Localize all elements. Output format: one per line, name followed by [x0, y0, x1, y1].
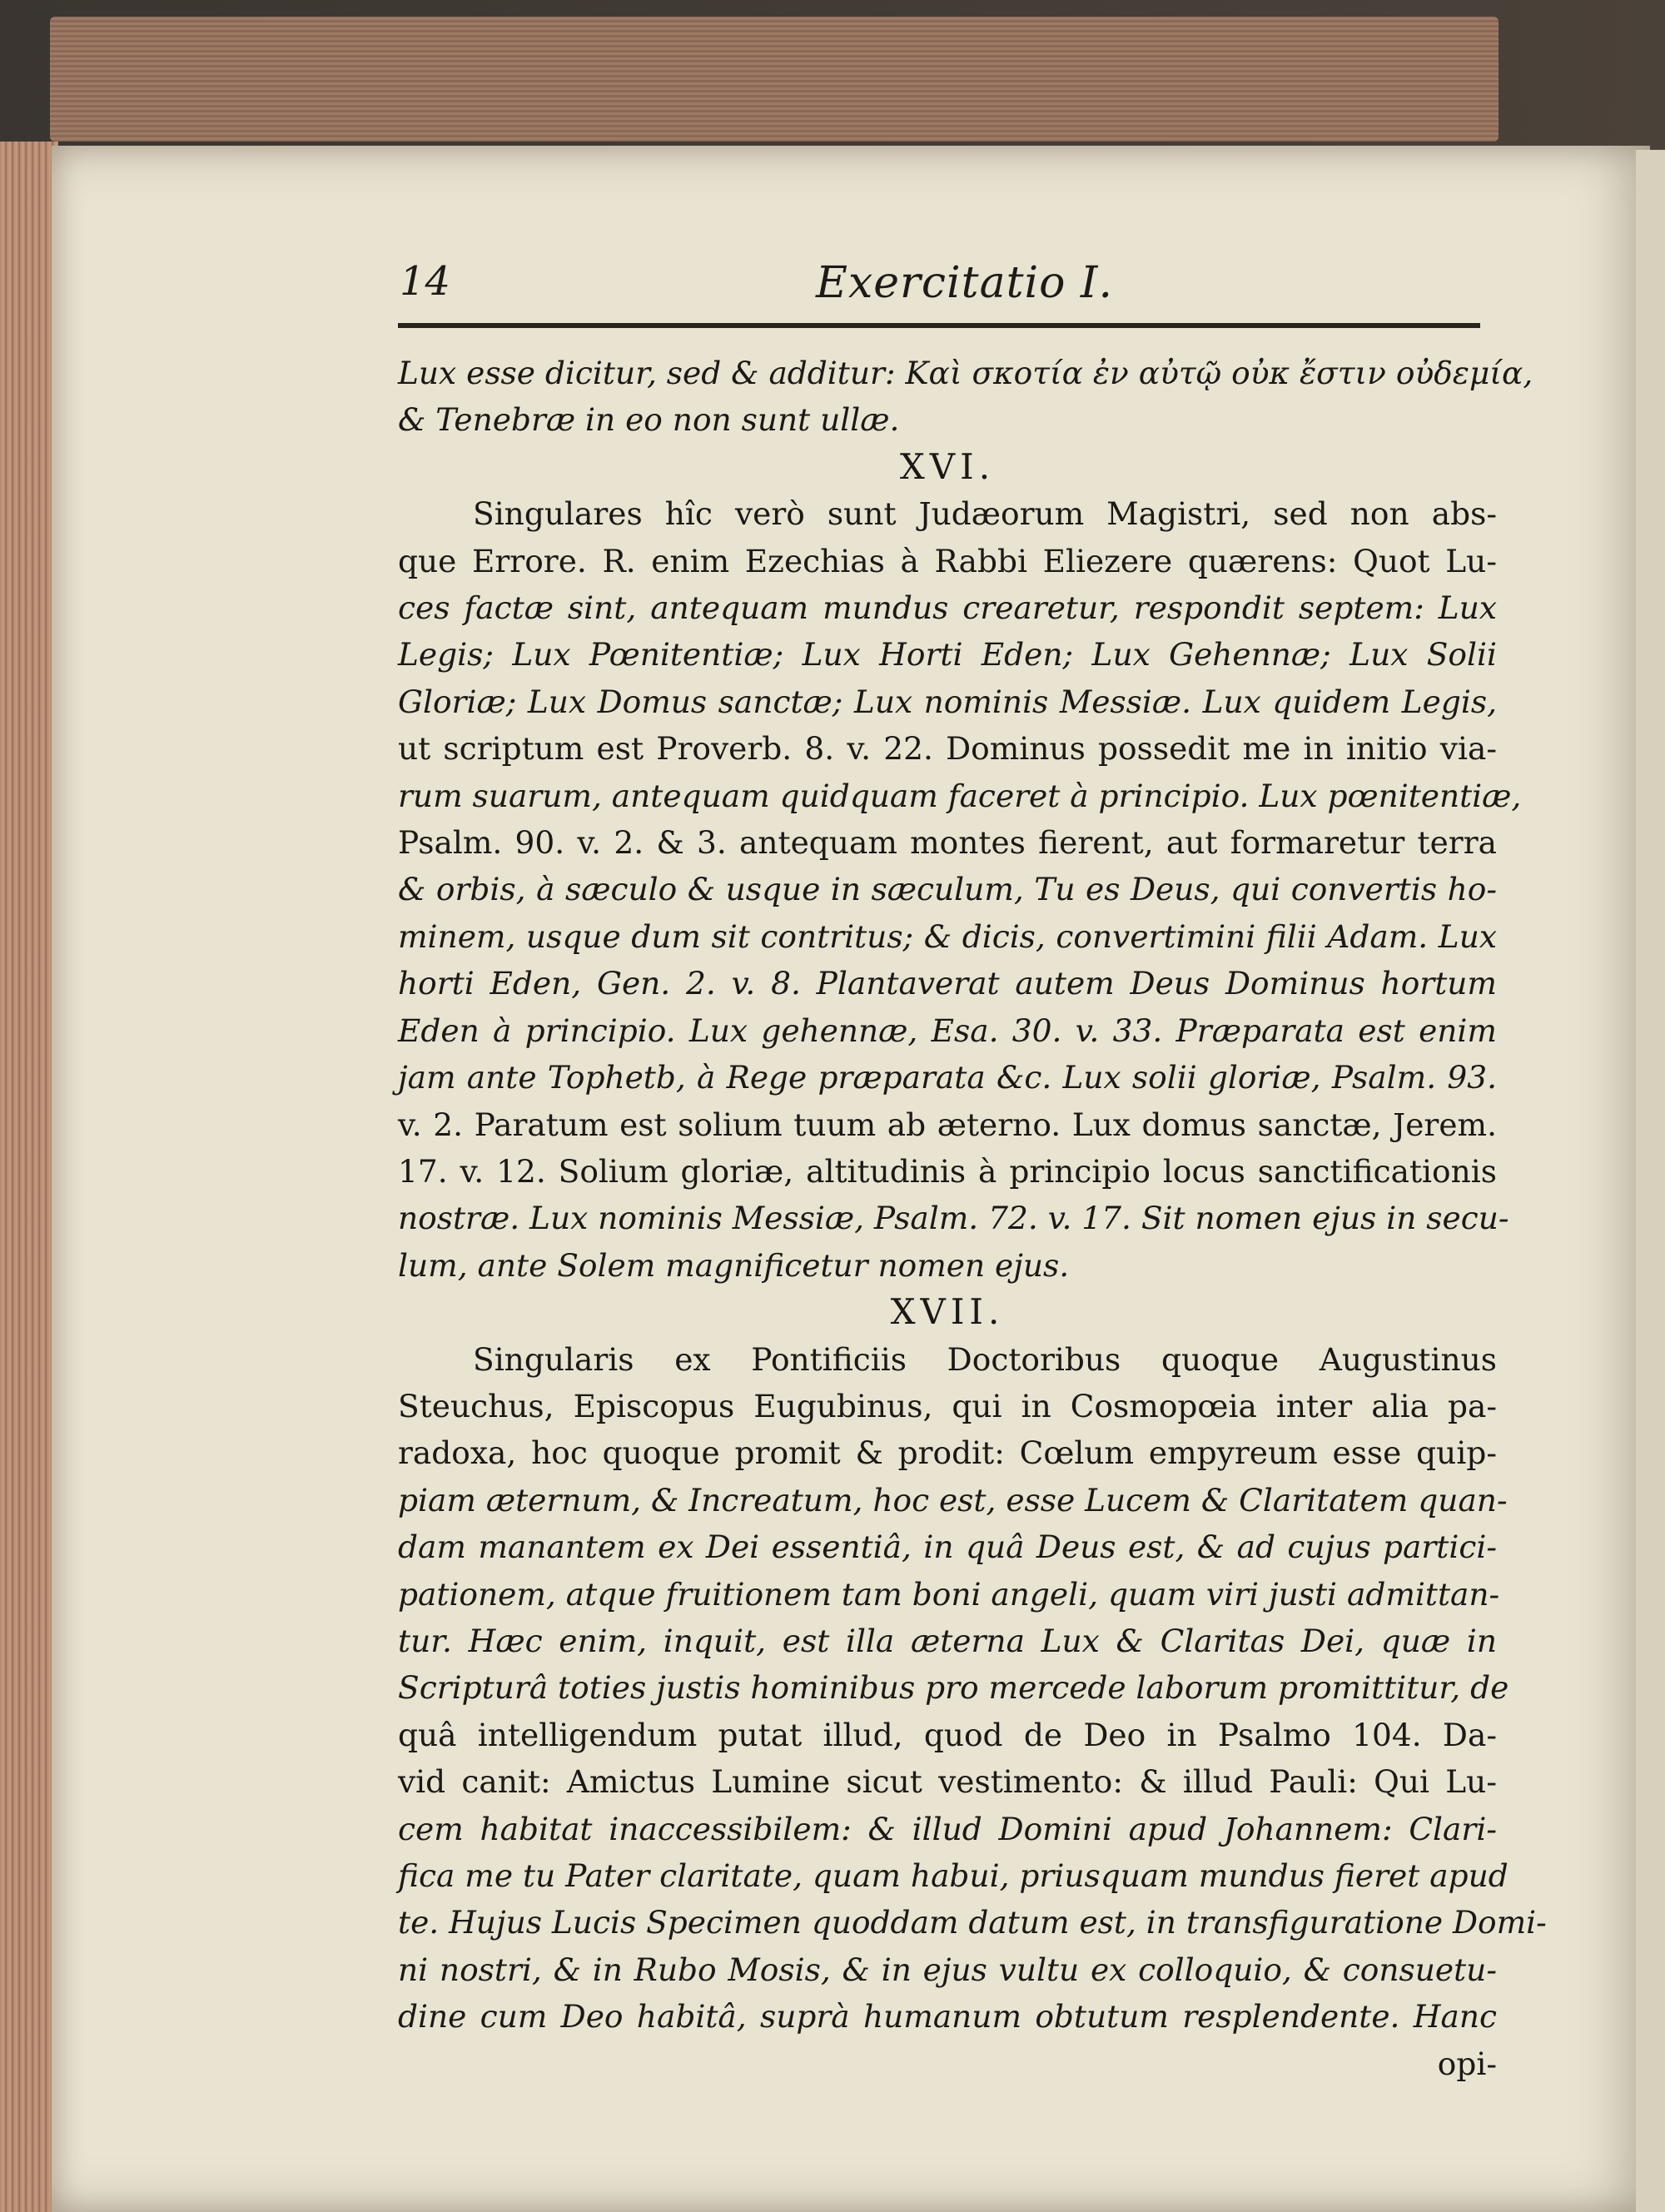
paragraph-xvi [398, 490, 1522, 1289]
text-line: ni nostri, & in Rubo Mosis, & in ejus vultu ex colloquio, & consuetu- [398, 1951, 1497, 1988]
text-line: dam manantem ex Dei essentiâ, in quâ Deus est, & ad cujus partici- [398, 1529, 1497, 1566]
page-header [400, 258, 1507, 325]
text-line: radoxa, hoc quoque promit & prodit: Cœlum empyreum esse quip- [398, 1434, 1497, 1472]
text-line: minem, usque dum sit contritus; & dicis, convertimini filii Adam. Lux [398, 917, 1497, 955]
text-line: v. 2. Paratum est solium tuum ab æterno. Lux domus sanctæ, Jerem. [398, 1106, 1497, 1143]
paragraph-intro [398, 350, 1533, 444]
text-line: Psalm. 90. v. 2. & 3. antequam montes fierent, aut formaretur terra [398, 824, 1497, 862]
book-left-page-stack [0, 142, 58, 2212]
text-line: te. Hujus Lucis Specimen quoddam datum est, in transfiguratione Domi- [398, 1904, 1547, 1941]
book-facing-page-edge [1636, 150, 1665, 2212]
text-line: fica me tu Pater claritate, quam habui, priusquam mundus fieret apud [398, 1857, 1508, 1894]
text-line: Singularis ex Pontificiis Doctoribus quoque Augustinus [473, 1340, 1497, 1378]
text-line: Lux esse dicitur, sed & additur: Καὶ σκοτία ἐν αὐτῷ οὐκ ἔστιν οὐδεμία, [398, 355, 1533, 391]
book-top-page-edges [50, 17, 1498, 142]
text-line: horti Eden, Gen. 2. v. 8. Plantaverat autem Deus Dominus hortum [398, 965, 1497, 1002]
text-line: Legis; Lux Pœnitentiæ; Lux Horti Eden; Lux Gehennæ; Lux Solii [398, 636, 1497, 674]
text-line: dine cum Deo habitâ, suprà humanum obtutum resplendente. Hanc [398, 1998, 1497, 2036]
text-line: Scripturâ toties justis hominibus pro mercede laborum promittitur, de [398, 1669, 1509, 1707]
text-line: Eden à principio. Lux gehennæ, Esa. 30. v. 33. Præparata est enim [398, 1012, 1497, 1049]
text-line: & orbis, à sæculo & usque in sæculum, Tu es Deus, qui convertis ho- [398, 871, 1497, 908]
page-number: 14 [400, 258, 451, 305]
section-number: XVII. [890, 1291, 1005, 1333]
text-line: rum suarum, antequam quidquam faceret à principio. Lux pœnitentiæ, [398, 777, 1522, 814]
text-line: piam æternum, & Increatum, hoc est, esse Lucem & Claritatem quan- [398, 1481, 1508, 1519]
paragraph-xvii [398, 1336, 1547, 2088]
section-number: XVI. [899, 445, 996, 487]
text-line: nostræ. Lux nominis Messiæ, Psalm. 72. v. 17. Sit nomen ejus in secu- [398, 1200, 1509, 1237]
text-line: que Errore. R. enim Ezechias à Rabbi Eliezere quærens: Quot Lu- [398, 542, 1497, 579]
body-text [398, 350, 1547, 2087]
text-line: Singulares hîc verò sunt Judæorum Magistri, sed non abs- [473, 495, 1497, 533]
text-line: tur. Hæc enim, inquit, est illa æterna Lux & Claritas Dei, quæ in [398, 1622, 1497, 1659]
text-line: ces factæ sint, antequam mundus crearetur, respondit septem: Lux [398, 589, 1497, 627]
text-line: 17. v. 12. Solium gloriæ, altitudinis à principio locus sanctificationis [398, 1152, 1497, 1190]
text-line: & Tenebræ in eo non sunt ullæ. [398, 401, 900, 439]
text-line: Steuchus, Episcopus Eugubinus, qui in Cosmopœia inter alia pa- [398, 1387, 1497, 1424]
text-line: ut scriptum est Proverb. 8. v. 22. Dominus possedit me in initio via- [398, 730, 1497, 768]
text-line: quâ intelligendum putat illud, quod de Deo in Psalmo 104. Da- [398, 1716, 1497, 1753]
text-line: jam ante Tophetb, à Rege præparata &c. Lux solii gloriæ, Psalm. 93. [398, 1059, 1497, 1096]
text-line: Gloriæ; Lux Domus sanctæ; Lux nominis Messiæ. Lux quidem Legis, [398, 683, 1497, 720]
text-line: lum, ante Solem magnificetur nomen ejus. [398, 1246, 1070, 1284]
text-line: pationem, atque fruitionem tam boni angeli, quam viri justi admittan- [398, 1575, 1500, 1613]
text-line: vid canit: Amictus Lumine sicut vestimento: & illud Pauli: Qui Lu- [398, 1763, 1497, 1801]
running-head: Exercitatio I. [816, 258, 1114, 308]
header-rule [398, 323, 1480, 328]
text-line: cem habitat inaccessibilem: & illud Domini apud Johannem: Clari- [398, 1810, 1497, 1847]
catchword: opi- [1437, 2045, 1497, 2082]
